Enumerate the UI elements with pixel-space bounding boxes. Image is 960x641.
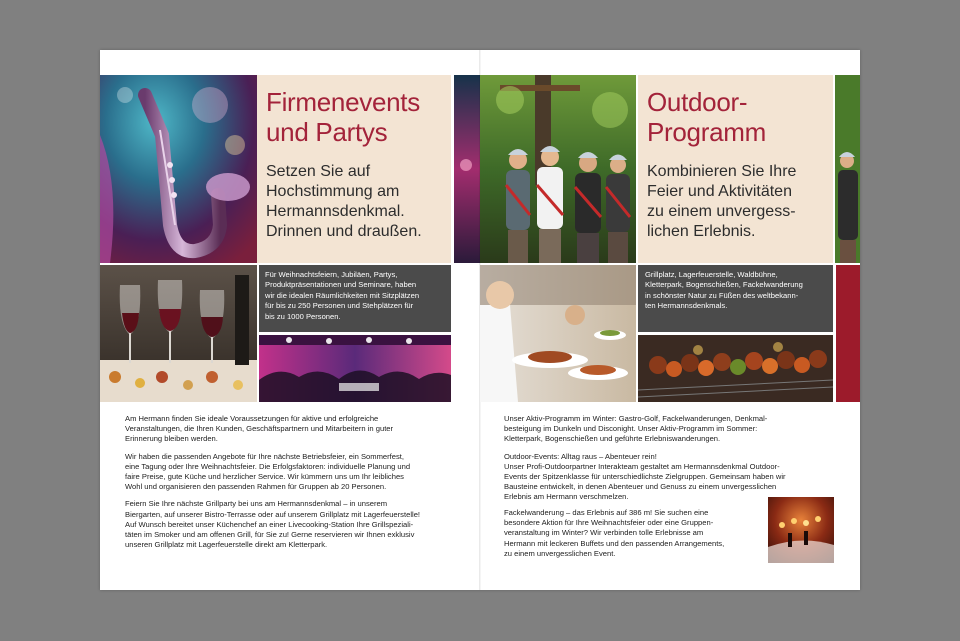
info-panel-text bbox=[645, 270, 831, 312]
paragraph bbox=[125, 452, 455, 493]
text-line: Feiern Sie Ihre nächste Grillparty bei uns am Hermannsdenkmal – in unserem bbox=[125, 499, 388, 509]
text-line: Wir haben die passenden Angebote für Ihre nächste Betriebsfeier, ein Sommerfest, bbox=[125, 451, 405, 461]
text-line: Unser Profi-Outdoorpartner Interakteam gestaltet am Hermannsdenkmal Outdoor- bbox=[504, 461, 780, 471]
text-line: Bausteine entwickelt, in denen Abenteuer und Genuss zu einem unvergesslichen bbox=[504, 482, 777, 492]
right-page bbox=[480, 50, 860, 590]
subtitle-line: Hochstimmung am bbox=[266, 183, 400, 200]
climbers-photo bbox=[480, 75, 636, 263]
panel-line: ten Hermannsdenkmals. bbox=[645, 301, 728, 311]
grill-skewers-photo bbox=[638, 335, 833, 402]
saxophone-photo bbox=[100, 75, 257, 263]
panel-line: für bis zu 250 Personen und Stehplätzen für bbox=[265, 301, 414, 311]
page-title bbox=[647, 87, 766, 147]
wine-glasses-photo bbox=[100, 265, 257, 402]
edge-climber-photo bbox=[835, 75, 860, 263]
text-line: veranstaltung im Winter? Wir verbinden tolle Erlebnisse am bbox=[504, 528, 704, 538]
subtitle bbox=[647, 162, 796, 242]
title-line-2: und Partys bbox=[266, 117, 388, 147]
text-line: Unser Aktiv-Programm im Winter: Gastro-Golf, Fackelwanderungen, Denkmal- bbox=[504, 414, 768, 423]
subtitle bbox=[266, 162, 422, 242]
title-line-2: Programm bbox=[647, 117, 766, 147]
party-crowd-photo bbox=[259, 335, 451, 402]
text-line: täten im Smoker und am offenen Grill, für Sie zu! Gerne reservieren wir Ihnen exklusiv bbox=[125, 530, 415, 540]
left-page bbox=[100, 50, 480, 590]
text-line: Events der Spitzenklasse für unterschiedlichste Zielgruppen. Gemeinsam haben wir bbox=[504, 472, 786, 482]
title-line-1: Outdoor- bbox=[647, 87, 748, 117]
text-line: Kletterpark, Bogenschießen und geführte Erlebniswanderungen. bbox=[504, 434, 721, 444]
text-line: Wohl und organisieren den passenden Rahmen für Gruppen ab 20 Personen. bbox=[125, 482, 387, 492]
buffet-service-photo bbox=[480, 265, 636, 402]
text-line: Hermann mit leckeren Buffets und den passenden Arrangements, bbox=[504, 538, 725, 548]
paragraph bbox=[504, 508, 766, 559]
text-line: eine Tagung oder Ihre Weihnachtsfeier. Die Erfolgsfaktoren: individuelle Planung und bbox=[125, 461, 411, 471]
panel-line: Produktpräsentationen und Seminare, haben bbox=[265, 280, 417, 290]
page-title bbox=[266, 87, 420, 147]
paragraph bbox=[125, 414, 455, 445]
text-line: unseren Grillplatz mit Lagerfeuerstelle direkt am Kletterpark. bbox=[125, 540, 328, 550]
text-line: Erlebnis am Hermann verschmelzen. bbox=[504, 492, 629, 502]
panel-line: bis zu 1000 Personen. bbox=[265, 311, 341, 321]
subtitle-line: Hermannsdenkmal. bbox=[266, 203, 405, 220]
subtitle-line: Drinnen und draußen. bbox=[266, 223, 422, 240]
panel-line: Für Weihnachtsfeiern, Jubiläen, Partys, bbox=[265, 270, 398, 279]
accent-bar-right bbox=[836, 265, 860, 402]
paragraph bbox=[504, 452, 840, 503]
torch-walk-text bbox=[504, 508, 766, 566]
panel-line: in schönster Natur zu Füßen des weltbekann- bbox=[645, 290, 799, 300]
text-line: faire Preise, gute Küche und herzlicher Service. Wir kümmern uns um Ihr leibliches bbox=[125, 472, 404, 482]
subtitle-line: Kombinieren Sie Ihre bbox=[647, 163, 797, 180]
panel-line: wir die idealen Räumlichkeiten mit Sitzplätzen bbox=[265, 290, 420, 300]
right-body-text bbox=[504, 414, 840, 510]
text-line: Veranstaltungen, die Ihren Kunden, Geschäftspartnern und Mitarbeitern in guter bbox=[125, 424, 394, 434]
info-panel-text bbox=[265, 270, 449, 322]
text-line: besteigung im Dunkeln und Disconight. Unser Aktiv-Programm im Sommer: bbox=[504, 424, 758, 434]
text-line: Erinnerung bleiben werden. bbox=[125, 434, 218, 444]
subtitle-line: lichen Erlebnis. bbox=[647, 223, 756, 240]
panel-line: Kletterpark, Bogenschießen, Fackelwanderung bbox=[645, 280, 803, 290]
paragraph bbox=[125, 499, 455, 550]
text-line: zu einem unvergesslichen Event. bbox=[504, 548, 616, 558]
text-line: Auf Wunsch bereitet unser Küchenchef an einer Livecooking-Station Ihre Grillspeziali- bbox=[125, 519, 414, 529]
brochure-spread bbox=[100, 50, 860, 590]
title-line-1: Firmenevents bbox=[266, 87, 420, 117]
subtitle-line: zu einem unvergess- bbox=[647, 203, 796, 220]
text-line: besondere Aktion für Ihre Weihnachtsfeier oder eine Gruppen- bbox=[504, 518, 714, 528]
paragraph bbox=[504, 414, 840, 445]
text-line: Outdoor-Events: Alltag raus – Abenteuer rein! bbox=[504, 451, 657, 461]
panel-line: Grillplatz, Lagerfeuerstelle, Waldbühne, bbox=[645, 270, 778, 279]
left-body-text bbox=[125, 414, 455, 557]
subtitle-line: Setzen Sie auf bbox=[266, 163, 371, 180]
text-line: Biergarten, auf unserer Bistro-Terrasse oder auf unserem Grillplatz mit Lagerfeuerstelle! bbox=[125, 509, 421, 519]
torch-walk-photo bbox=[768, 497, 834, 563]
edge-strip-photo bbox=[454, 75, 480, 263]
text-line: Am Hermann finden Sie ideale Voraussetzungen für aktive und erfolgreiche bbox=[125, 414, 379, 423]
subtitle-line: Feier und Aktivitäten bbox=[647, 183, 792, 200]
text-line: Fackelwanderung – das Erlebnis auf 386 m! Sie suchen eine bbox=[504, 508, 709, 517]
